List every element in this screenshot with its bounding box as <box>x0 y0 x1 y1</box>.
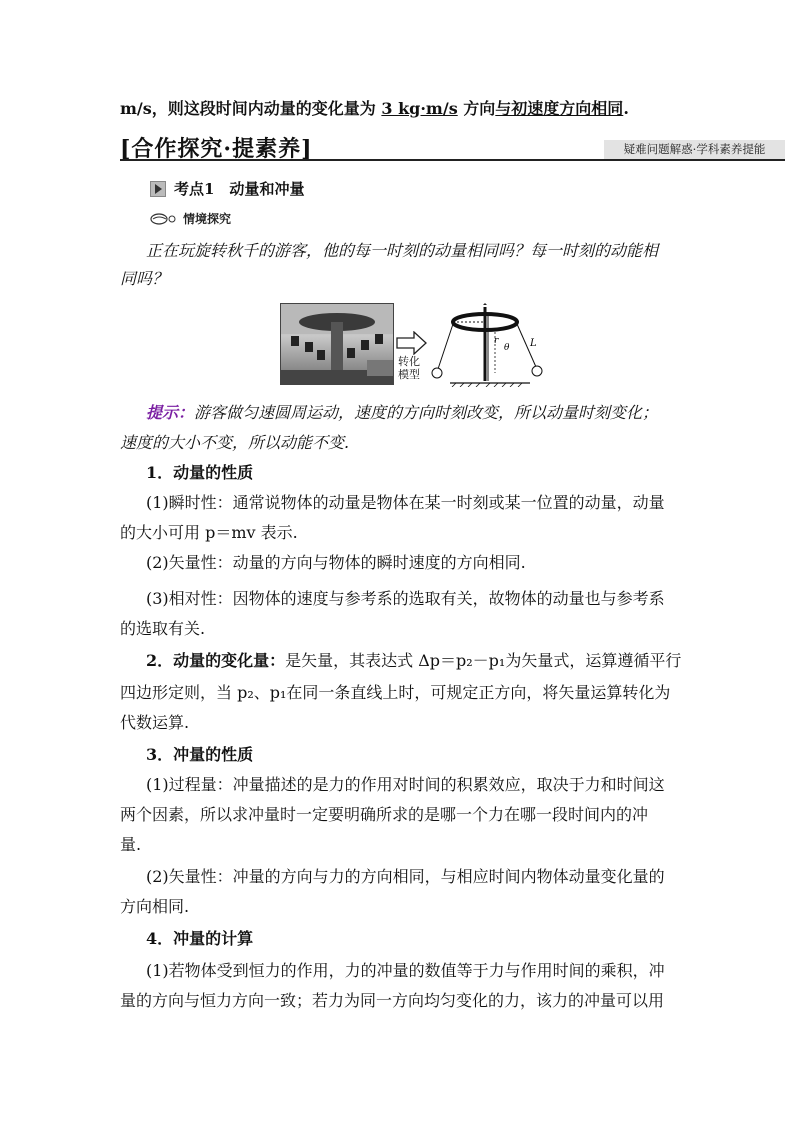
para-1b: 的大小可用 p＝mv 表示. <box>120 523 298 542</box>
para-r1a: (1)若物体受到恒力的作用，力的冲量的数值等于力与作用时间的乘积，冲 <box>146 961 665 980</box>
hint-label: 提示： <box>146 403 195 422</box>
arrow-right-icon <box>396 331 428 355</box>
hint-line-1 <box>146 402 680 424</box>
para-q1b: 两个因素，所以求冲量时一定要明确所求的是哪一个力在哪一段时间内的冲 <box>120 805 649 824</box>
para-q2b: 方向相同. <box>120 897 190 916</box>
kaodian-label: 考点1 动量和冲量 <box>174 180 305 198</box>
model-label-2: 模型 <box>398 368 420 381</box>
leaf-icon <box>150 212 180 226</box>
heading-2-label: 2．动量的变化量： <box>146 651 286 670</box>
hint-text-1: 游客做匀速圆周运动，速度的方向时刻改变，所以动量时刻变化； <box>194 403 659 422</box>
para-2: (2)矢量性：动量的方向与物体的瞬时速度的方向相同. <box>146 553 526 572</box>
top-continuation-line <box>120 98 680 120</box>
hint-line-2: 速度的大小不变，所以动能不变. <box>120 433 350 452</box>
model-label-1: 转化 <box>398 355 420 368</box>
para-q1a: (1)过程量：冲量描述的是力的作用对时间的积累效应，取决于力和时间这 <box>146 775 665 794</box>
section-divider <box>120 159 785 161</box>
top-text-end: . <box>623 99 629 118</box>
para-q2a: (2)矢量性：冲量的方向与力的方向相同，与相应时间内物体动量变化量的 <box>146 867 665 886</box>
para-3a: (3)相对性：因物体的速度与参考系的选取有关，故物体的动量也与参考系 <box>146 589 665 608</box>
section-tag: 疑难问题解惑·学科素养提能 <box>604 140 785 159</box>
kaodian-heading <box>150 178 304 199</box>
top-text: m/s，则这段时间内动量的变化量为 <box>120 99 376 118</box>
heading-2-line-c: 四边形定则，当 p₂、p₁在同一条直线上时，可规定正方向，将矢量运算转化为 <box>120 683 671 702</box>
label-L: L <box>530 338 537 349</box>
question-line-1: 正在玩旋转秋千的游客，他的每一时刻的动量相同吗？每一时刻的动能相 <box>146 241 659 260</box>
top-text-mid: 方向 <box>463 99 496 118</box>
swing-figure <box>280 303 550 389</box>
heading-3: 3．冲量的性质 <box>146 745 254 764</box>
heading-2-line-a <box>146 650 680 672</box>
question-line-2: 同吗？ <box>120 269 169 288</box>
qingjing-heading <box>150 210 231 227</box>
heading-1: 1．动量的性质 <box>146 463 254 482</box>
model-label <box>398 355 420 381</box>
label-theta: θ <box>504 343 510 353</box>
para-q1c: 量. <box>120 835 142 854</box>
play-triangle-icon <box>150 181 166 197</box>
para-1a: (1)瞬时性：通常说物体的动量是物体在某一时刻或某一位置的动量，动量 <box>146 493 665 512</box>
swing-ride-photo <box>280 303 394 385</box>
heading-2-text: 是矢量，其表达式 Δp＝p₂－p₁为矢量式，运算遵循平行 <box>285 651 682 670</box>
label-r: r <box>494 336 499 346</box>
para-3b: 的选取有关. <box>120 619 206 638</box>
para-r1b: 量的方向与恒力方向一致；若力为同一方向均匀变化的力，该力的冲量可以用 <box>120 991 665 1010</box>
pendulum-model-diagram <box>430 303 550 387</box>
section-title: [合作探究·提素养] <box>120 136 313 162</box>
direction-answer: 与初速度方向相同 <box>495 99 624 118</box>
momentum-change-value: 3 kg·m/s <box>381 99 458 118</box>
heading-2-line-d: 代数运算. <box>120 713 190 732</box>
heading-4: 4．冲量的计算 <box>146 929 254 948</box>
qingjing-label: 情境探究 <box>183 212 232 226</box>
